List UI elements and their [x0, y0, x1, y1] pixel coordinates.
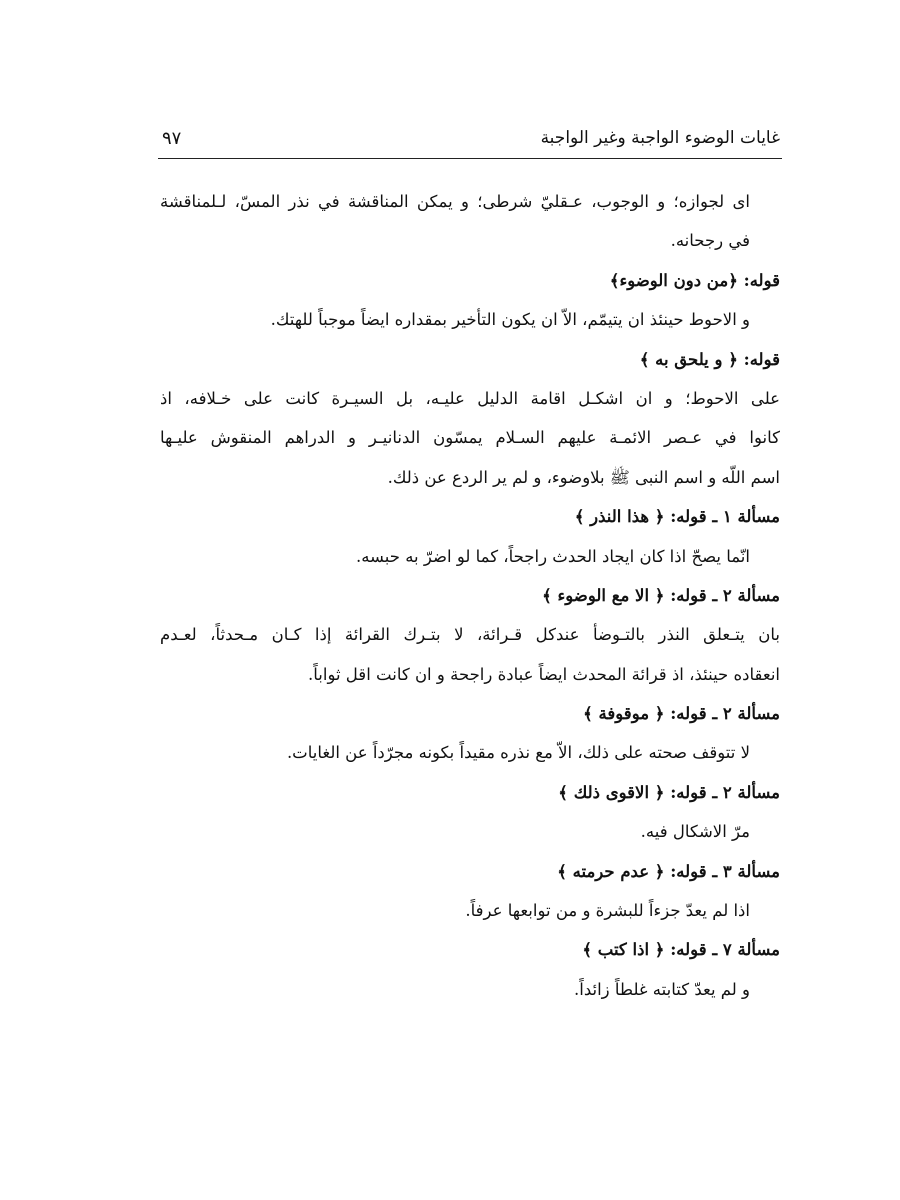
- text-line: و الاحوط حينئذ ان يتيمّم، الاّ ان يكون التأخير بمقداره ايضاً موجباً للهتك.: [270, 310, 750, 330]
- section-heading: قوله: ﴿من دون الوضوء﴾: [609, 270, 780, 290]
- body-text: [160, 182, 780, 1009]
- text-line: كانوا في عـصر الائمـة عليهم السـلام يمسّون الدنانيـر و الدراهم المنقوش عليـها: [160, 428, 780, 448]
- section-heading: مسألة ٧ ـ قوله: ﴿ اذا كتب ﴾: [582, 940, 780, 960]
- section-heading: مسألة ٣ ـ قوله: ﴿ عدم حرمته ﴾: [557, 861, 780, 881]
- text-line: على الاحوط؛ و ان اشكـل اقامة الدليل عليـه، بل السيـرة كانت على خـلافه، اذ: [160, 388, 780, 408]
- text-line: اذا لم يعدّ جزءاً للبشرة و من توابعها عرفاً.: [465, 901, 750, 921]
- header-rule: [158, 158, 782, 159]
- page-number: ٩٧: [162, 128, 182, 149]
- text-line: و لم يعدّ كتابته غلطاً زائداً.: [574, 979, 750, 999]
- text-line: اى لجوازه؛ و الوجوب، عـقليّ شرطى؛ و يمكن المناقشة في نذر المسّ، لـلمناقشة: [160, 192, 750, 211]
- text-line: في رجحانه.: [670, 231, 750, 251]
- text-line: انعقاده حينئذ، اذ قرائة المحدث ايضاً عبادة راجحة و ان كانت اقل ثواباً.: [308, 664, 780, 684]
- section-heading: مسألة ١ ـ قوله: ﴿ هذا النذر ﴾: [574, 507, 780, 527]
- text-line: بان يتـعلق النذر بالتـوضأ عندكل قـرائة، لا بتـرك القرائة إذا كـان مـحدثاً، لعـدم: [160, 625, 780, 645]
- running-title: غايات الوضوء الواجبة وغير الواجبة: [540, 128, 780, 148]
- section-heading: مسألة ٢ ـ قوله: ﴿ الا مع الوضوء ﴾: [542, 585, 780, 605]
- text-line: مرّ الاشكال فيه.: [640, 822, 750, 842]
- text-line: لا تتوقف صحته على ذلك، الاّ مع نذره مقيداً بكونه مجرّداً عن الغايات.: [286, 743, 750, 763]
- section-heading: قوله: ﴿ و يلحق به ﴾: [639, 349, 780, 369]
- text-line: اسم اللّه و اسم النبى ﷺ بلاوضوء، و لم ير الردع عن ذلك.: [387, 467, 780, 487]
- section-heading: مسألة ٢ ـ قوله: ﴿ موقوفة ﴾: [583, 704, 780, 724]
- running-header: [160, 128, 780, 158]
- section-heading: مسألة ٢ ـ قوله: ﴿ الاقوى ذلك ﴾: [558, 782, 780, 802]
- text-line: انّما يصحّ اذا كان ايجاد الحدث راجحاً، كما لو اضرّ به حبسه.: [355, 546, 750, 566]
